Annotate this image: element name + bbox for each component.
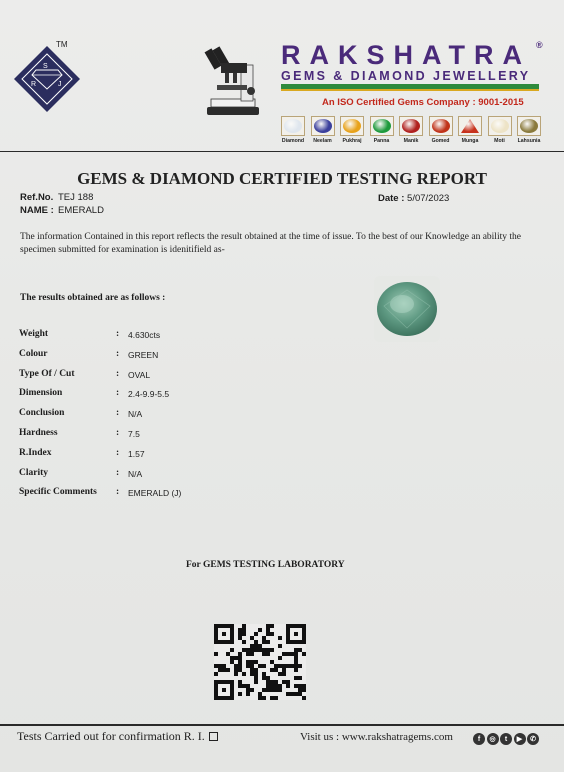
spec-key: Clarity bbox=[19, 467, 49, 478]
spec-colon: : bbox=[116, 467, 120, 478]
date-row bbox=[378, 193, 449, 204]
brand-underline-gold bbox=[281, 89, 539, 91]
gem-box bbox=[311, 116, 335, 136]
spec-colon: : bbox=[116, 408, 120, 419]
gem-label: Lahsunia bbox=[517, 138, 541, 144]
gem-strip bbox=[280, 116, 542, 148]
spec-value: OVAL bbox=[128, 369, 151, 380]
spec-key: Dimension bbox=[19, 388, 63, 399]
ref-number bbox=[20, 192, 94, 203]
gem-box bbox=[429, 116, 453, 136]
gem-stone-icon bbox=[343, 119, 361, 133]
gem-stone-icon bbox=[373, 119, 391, 133]
name-row bbox=[20, 205, 104, 216]
spec-key: Specific Comments bbox=[19, 487, 97, 498]
spec-value: N/A bbox=[128, 468, 143, 479]
lab-signature: For GEMS TESTING LABORATORY bbox=[186, 560, 345, 570]
facebook-icon[interactable]: f bbox=[473, 733, 485, 745]
spec-value: 1.57 bbox=[128, 448, 145, 459]
gem-box bbox=[488, 116, 512, 136]
brand-subtitle: GEMS & DIAMOND JEWELLERY bbox=[281, 69, 531, 83]
tests-text: Tests Carried out for confirmation R. I. bbox=[17, 729, 205, 743]
brand-registered-mark: ® bbox=[536, 40, 543, 50]
spec-key: Type Of / Cut bbox=[19, 368, 75, 379]
gem-box bbox=[281, 116, 305, 136]
youtube-icon[interactable]: ▶ bbox=[514, 733, 526, 745]
spec-key: Conclusion bbox=[19, 408, 65, 419]
emerald-photo bbox=[374, 276, 440, 342]
gem-label: Gomed bbox=[431, 138, 450, 144]
brand-name: RAKSHATRA bbox=[281, 40, 531, 70]
ref-value: TEJ 188 bbox=[58, 192, 94, 203]
name-value: EMERALD bbox=[58, 205, 104, 216]
gem-box bbox=[517, 116, 541, 136]
gem-label: Diamond bbox=[281, 138, 305, 144]
date-value: 5/07/2023 bbox=[407, 193, 450, 204]
logo-letter-s: S bbox=[43, 63, 48, 70]
spec-colon: : bbox=[116, 487, 120, 498]
spec-value: 2.4-9.9-5.5 bbox=[128, 389, 170, 400]
gem-pukhraj bbox=[339, 116, 365, 148]
spec-colon: : bbox=[116, 329, 120, 339]
header-divider bbox=[0, 151, 564, 152]
gem-label: Panna bbox=[373, 138, 390, 144]
gem-gomed bbox=[428, 116, 454, 148]
gem-label: Neelam bbox=[313, 138, 332, 144]
gem-stone-icon bbox=[314, 119, 332, 133]
logo-letter-r: R bbox=[31, 81, 37, 88]
spec-colon: : bbox=[116, 447, 120, 458]
footer-divider bbox=[0, 724, 564, 726]
gem-lahsunia bbox=[516, 116, 542, 148]
date-label: Date : bbox=[378, 193, 405, 204]
tests-confirmation bbox=[17, 729, 218, 744]
qr-code-icon bbox=[214, 624, 306, 700]
srj-logo-icon bbox=[12, 44, 82, 114]
gem-box bbox=[458, 116, 482, 136]
spec-value: 4.630cts bbox=[128, 330, 161, 340]
gem-panna bbox=[369, 116, 395, 148]
gem-stone-icon bbox=[432, 119, 450, 133]
gem-diamond bbox=[280, 116, 306, 148]
gem-box bbox=[399, 116, 423, 136]
name-label: NAME : bbox=[20, 205, 54, 216]
spec-value: N/A bbox=[128, 409, 143, 420]
spec-colon: : bbox=[116, 388, 120, 399]
gem-stone-icon bbox=[491, 119, 509, 133]
spec-value: 7.5 bbox=[128, 429, 140, 439]
spec-key: Colour bbox=[19, 348, 48, 359]
logo-tm: TM bbox=[56, 40, 68, 49]
website-link[interactable]: Visit us : www.rakshatragems.com bbox=[300, 731, 453, 743]
report-title: GEMS & DIAMOND CERTIFIED TESTING REPORT bbox=[77, 169, 487, 188]
spec-colon: : bbox=[116, 368, 120, 379]
gem-box bbox=[370, 116, 394, 136]
iso-certification: An ISO Certified Gems Company : 9001-2015 bbox=[322, 97, 524, 108]
microscope-icon bbox=[203, 45, 265, 117]
gem-box bbox=[340, 116, 364, 136]
gem-stone-icon bbox=[284, 119, 302, 133]
spec-colon: : bbox=[116, 428, 120, 438]
gem-manik bbox=[398, 116, 424, 148]
gem-munga bbox=[457, 116, 483, 148]
spec-key: Weight bbox=[19, 329, 49, 339]
spec-value: EMERALD (J) bbox=[128, 488, 182, 499]
gem-label: Manik bbox=[403, 138, 419, 144]
gem-stone-icon bbox=[520, 119, 538, 133]
gem-label: Munga bbox=[461, 138, 479, 144]
logo-letter-j: J bbox=[58, 81, 62, 88]
ref-label: Ref.No. bbox=[20, 192, 54, 203]
gem-label: Moti bbox=[494, 138, 505, 144]
gem-label: Pukhraj bbox=[342, 138, 362, 144]
whatsapp-icon[interactable]: ✆ bbox=[527, 733, 539, 745]
spec-key: R.Index bbox=[19, 447, 52, 458]
gem-moti bbox=[487, 116, 513, 148]
spec-colon: : bbox=[116, 348, 120, 359]
gem-stone-icon bbox=[461, 119, 479, 133]
spec-value: GREEN bbox=[128, 349, 159, 360]
checkbox-icon bbox=[209, 732, 218, 741]
results-heading: The results obtained are as follows : bbox=[20, 293, 166, 303]
instagram-icon[interactable]: ◎ bbox=[487, 733, 499, 745]
gem-stone-icon bbox=[402, 119, 420, 133]
twitter-icon[interactable]: t bbox=[500, 733, 512, 745]
gem-neelam bbox=[310, 116, 336, 148]
intro-paragraph: The information Contained in this report reflects the result obtained at the time of issue. To the best of our Knowledge an ability the specimen submitted for examination is idenitifield as- bbox=[20, 232, 521, 255]
spec-key: Hardness bbox=[19, 428, 58, 438]
social-icons bbox=[473, 733, 539, 745]
